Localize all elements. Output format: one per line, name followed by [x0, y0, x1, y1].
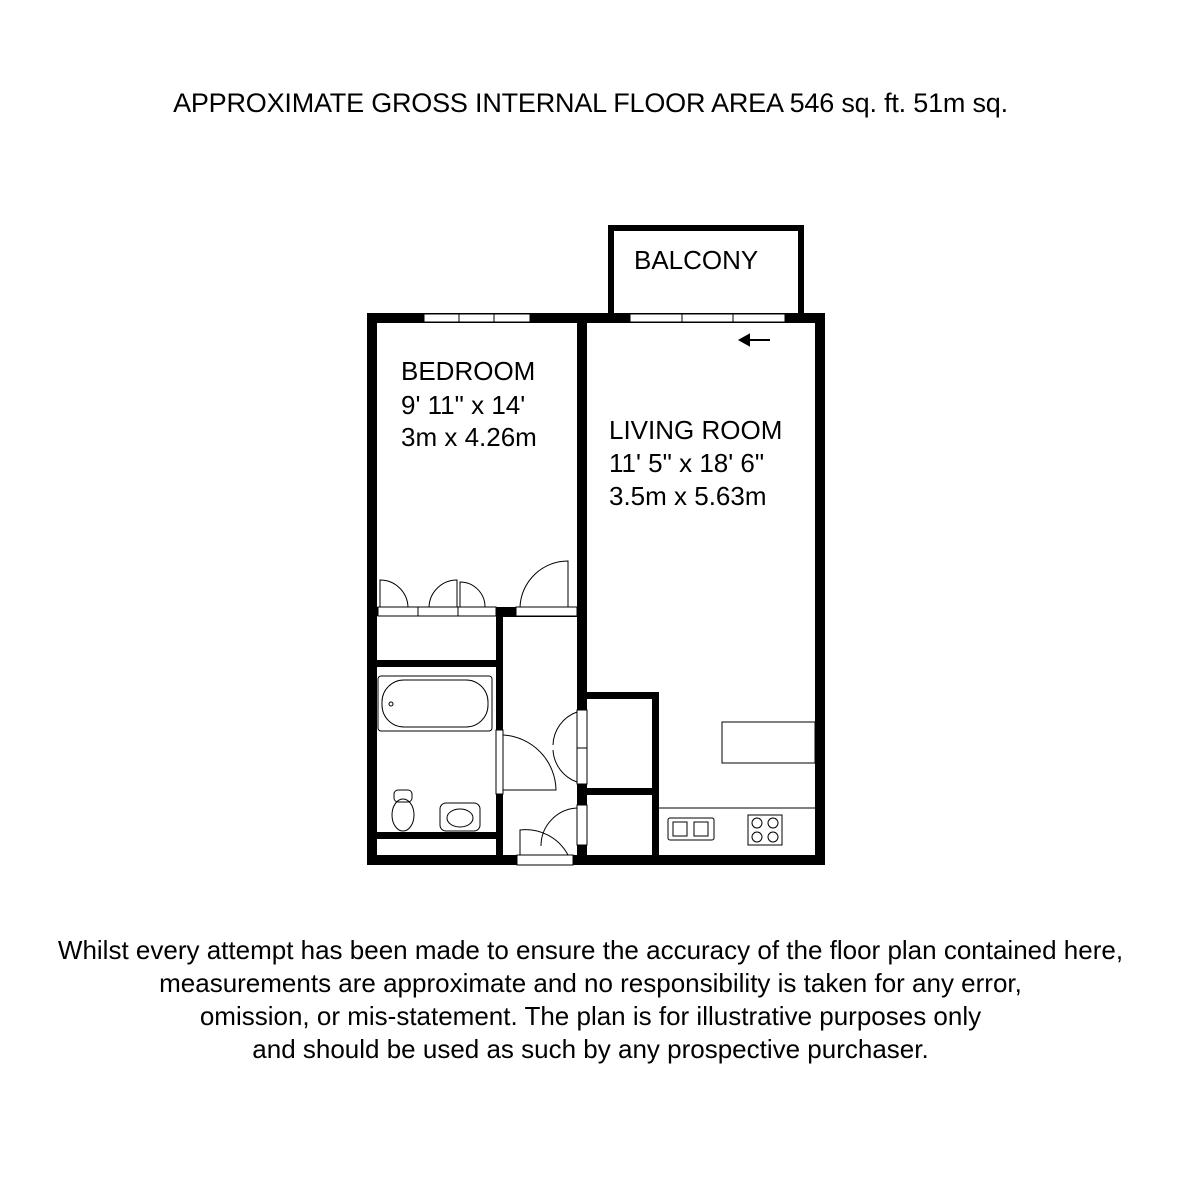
bedroom-imperial: 9' 11" x 14' — [401, 390, 526, 420]
toilet — [392, 790, 414, 831]
disclaimer-line: omission, or mis-statement. The plan is for illustrative purposes only — [199, 1001, 982, 1031]
bathroom-fixtures — [378, 676, 492, 831]
disclaimer-line: measurements are approximate and no responsibility is taken for any error, — [159, 968, 1022, 998]
disclaimer-line: Whilst every attempt has been made to ensure the accuracy of the floor plan contained here, — [57, 935, 1124, 965]
kitchen-fixtures — [659, 722, 815, 845]
bedroom-metric: 3m x 4.26m — [401, 422, 537, 452]
disclaimer — [0, 934, 1181, 1066]
disclaimer-line: and should be used as such by any prospective purchaser. — [252, 1034, 929, 1064]
living-room-metric: 3.5m x 5.63m — [609, 481, 767, 511]
living-room-name: LIVING ROOM — [609, 415, 783, 445]
bathtub — [378, 676, 492, 731]
living-room-imperial: 11' 5" x 18' 6" — [609, 448, 765, 478]
hob-icon — [748, 815, 782, 845]
doors — [378, 561, 587, 865]
floor-area-title: APPROXIMATE GROSS INTERNAL FLOOR AREA 546 sq. ft. 51m sq. — [173, 88, 1008, 118]
sink-icon — [668, 818, 714, 840]
kitchen-island — [722, 722, 815, 763]
arrow-left-icon — [740, 335, 770, 345]
washbasin — [440, 803, 480, 831]
balcony-label: BALCONY — [634, 245, 759, 275]
bedroom-name: BEDROOM — [401, 356, 536, 386]
